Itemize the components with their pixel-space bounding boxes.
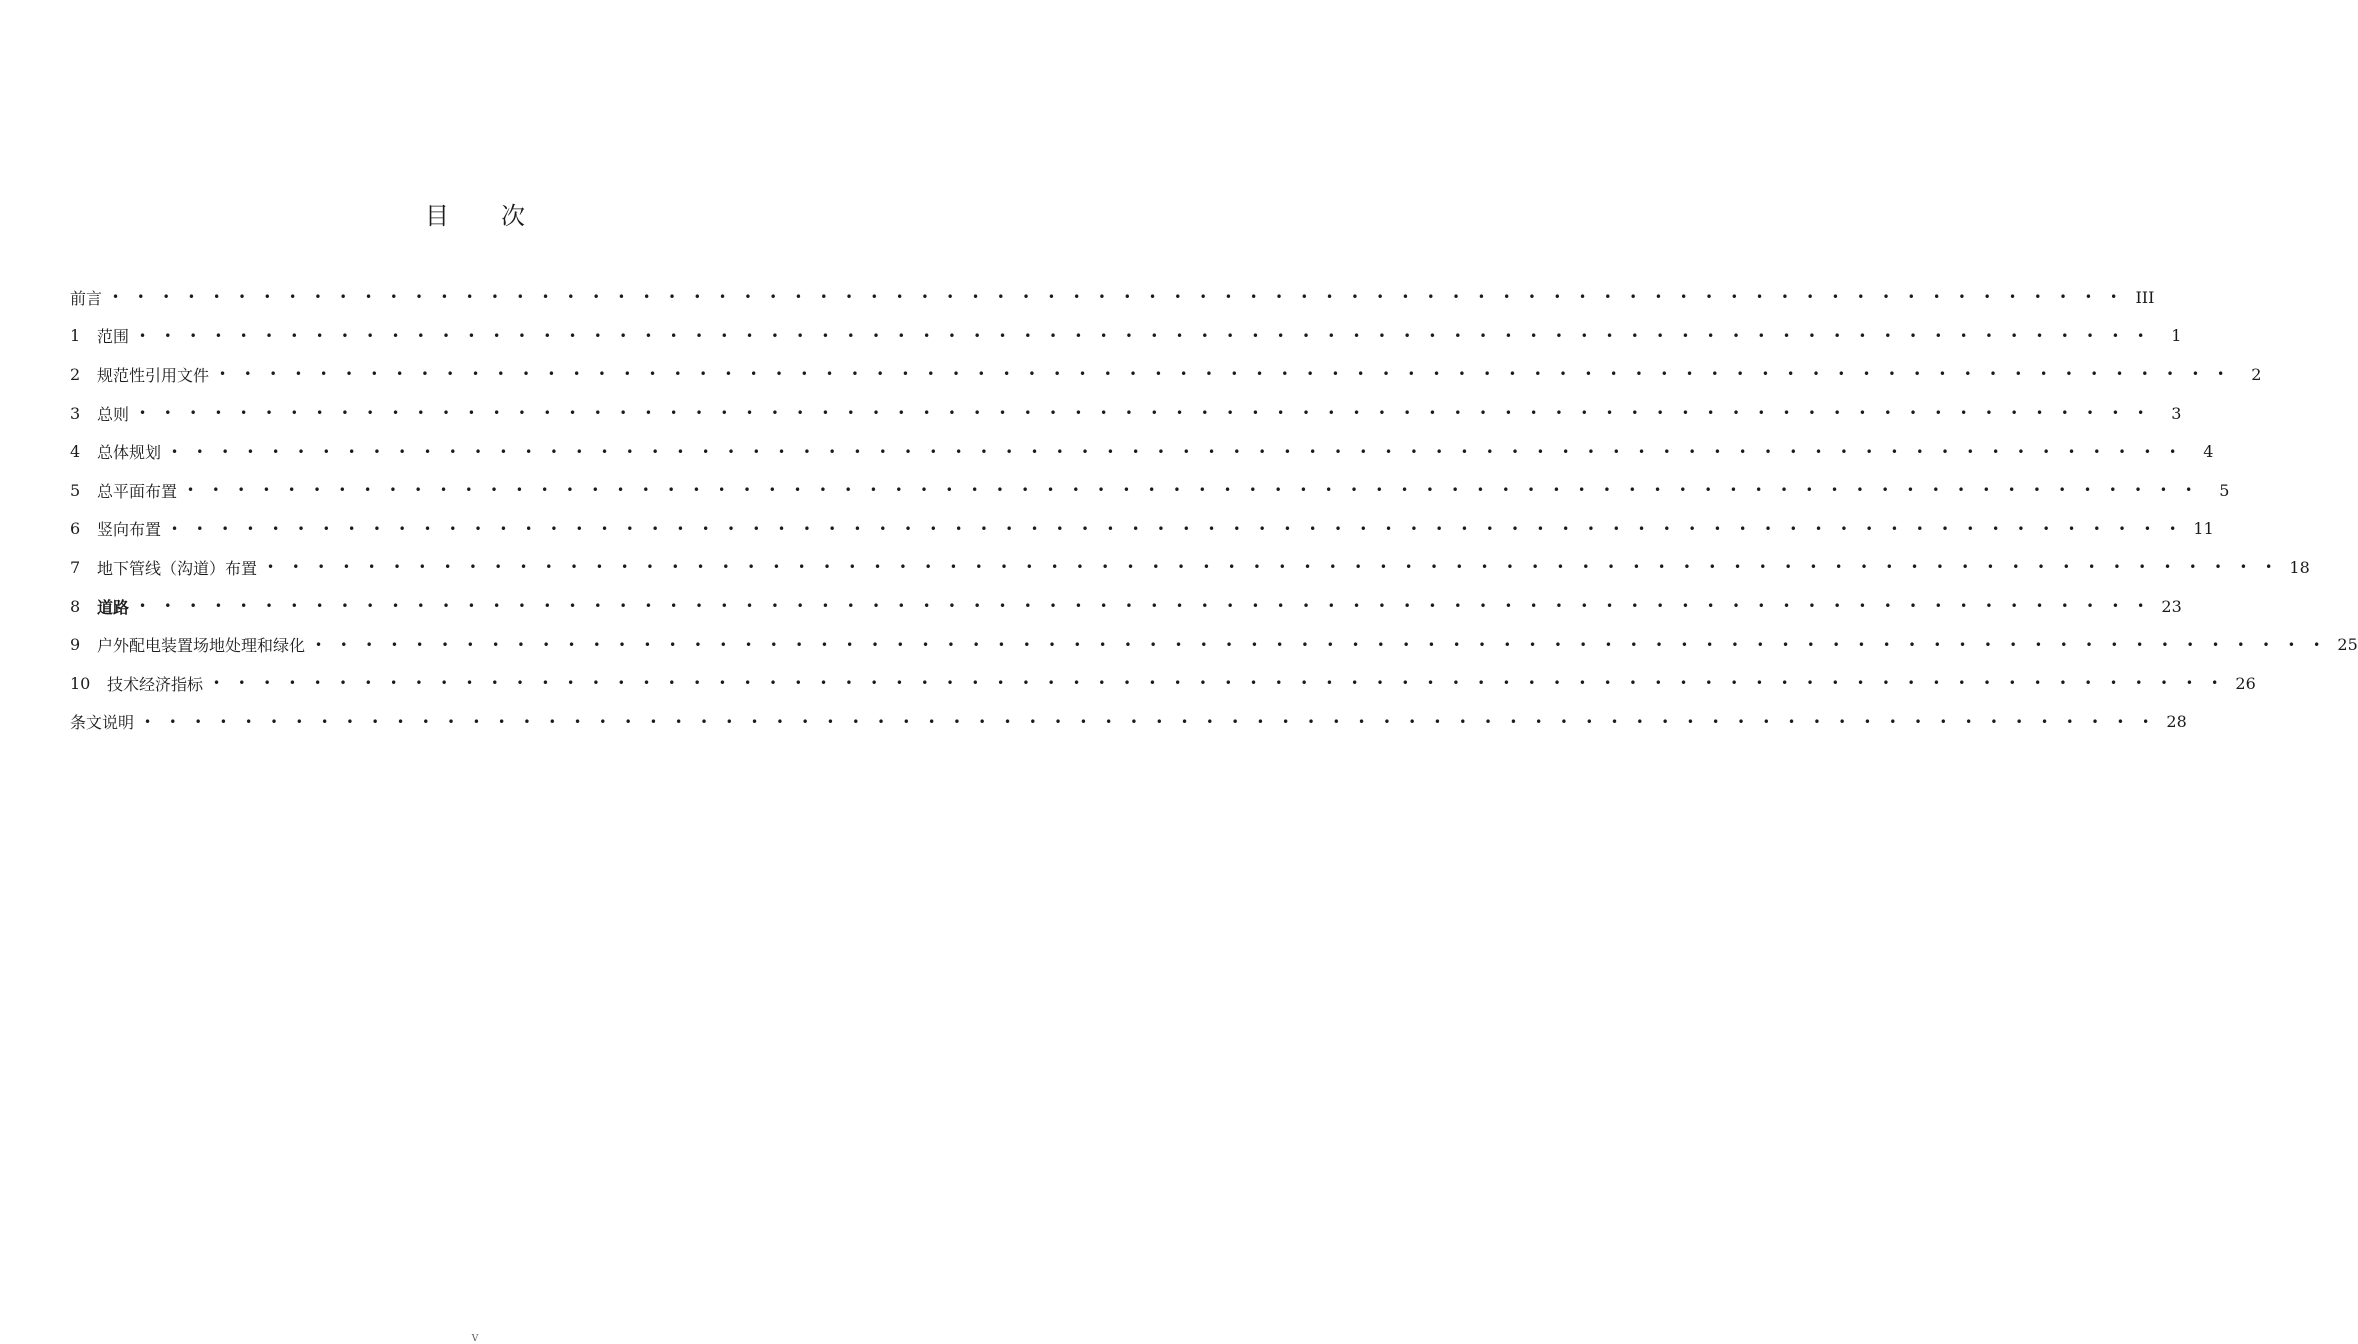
- toc-entry[interactable]: [70, 664, 2256, 703]
- toc-entry-page: 5: [2219, 480, 2230, 500]
- toc-entry-page: 1: [2171, 326, 2182, 346]
- toc-entry[interactable]: [70, 355, 2262, 394]
- toc-entry-page: 26: [2235, 673, 2256, 693]
- toc-entry-page: 2: [2251, 364, 2262, 384]
- table-of-contents: [70, 278, 2358, 741]
- toc-entry-number: 1: [70, 326, 81, 346]
- toc-entry-label: 规范性引用文件: [97, 365, 210, 385]
- page-number-footer: V: [471, 1334, 479, 1344]
- toc-entry[interactable]: [70, 625, 2358, 664]
- toc-title: [0, 196, 950, 231]
- toc-entry[interactable]: [70, 703, 2187, 742]
- toc-dot-leader: • • • • • • • • • • • • • • • • • • • • • • • • • • • • • • • • • • • • • • • • • • • • • • • • • • • • • • • • • • • • • • • • • • • • • • • • • • • • • • • •: [139, 599, 2152, 614]
- toc-entry[interactable]: [70, 394, 2182, 433]
- toc-entry[interactable]: [70, 510, 2214, 549]
- toc-entry[interactable]: [70, 432, 2214, 471]
- toc-entry-number: 8: [70, 596, 81, 616]
- toc-dot-leader: • • • • • • • • • • • • • • • • • • • • • • • • • • • • • • • • • • • • • • • • • • • • • • • • • • • • • • • • • • • • • • • • • • • • • • • • • • • • • • • •: [171, 444, 2184, 459]
- toc-entry-page: 3: [2171, 403, 2182, 423]
- toc-entry[interactable]: [70, 587, 2182, 626]
- toc-entry-label: 户外配电装置场地处理和绿化: [97, 636, 306, 656]
- toc-entry-number: 10: [70, 673, 91, 693]
- toc-entry-label: 技术经济指标: [107, 674, 204, 694]
- toc-entry-number: 6: [70, 519, 81, 539]
- toc-entry-label: 总则: [97, 404, 130, 424]
- toc-entry-label: 竖向布置: [97, 520, 162, 540]
- toc-dot-leader: • • • • • • • • • • • • • • • • • • • • • • • • • • • • • • • • • • • • • • • • • • • • • • • • • • • • • • • • • • • • • • • • • • • • • • • • • • • • • • • •: [267, 560, 2280, 575]
- toc-dot-leader: • • • • • • • • • • • • • • • • • • • • • • • • • • • • • • • • • • • • • • • • • • • • • • • • • • • • • • • • • • • • • • • • • • • • • • • • • • • • • • • •: [187, 483, 2200, 498]
- toc-entry-label: 总体规划: [97, 443, 162, 463]
- toc-dot-leader: • • • • • • • • • • • • • • • • • • • • • • • • • • • • • • • • • • • • • • • • • • • • • • • • • • • • • • • • • • • • • • • • • • • • • • • • • • • • • • • •: [171, 521, 2184, 536]
- toc-entry-page: 4: [2203, 442, 2214, 462]
- toc-entry-page: 25: [2337, 635, 2358, 655]
- toc-entry[interactable]: [70, 317, 2182, 356]
- toc-entry-number: 9: [70, 635, 81, 655]
- toc-dot-leader: • • • • • • • • • • • • • • • • • • • • • • • • • • • • • • • • • • • • • • • • • • • • • • • • • • • • • • • • • • • • • • • • • • • • • • • • • • • • • • • •: [139, 406, 2152, 421]
- toc-entry-label: 道路: [97, 597, 130, 617]
- toc-title-char-2: 次: [501, 202, 525, 230]
- toc-entry-label: 条文说明: [70, 713, 135, 733]
- toc-entry-page: 23: [2161, 596, 2182, 616]
- toc-entry-page: 11: [2193, 519, 2214, 539]
- toc-entry-page: 18: [2289, 557, 2310, 577]
- toc-title-char-1: 目: [425, 202, 449, 230]
- toc-entry[interactable]: [70, 548, 2310, 587]
- toc-entry-label: 前言: [70, 288, 103, 308]
- toc-entry[interactable]: [70, 471, 2230, 510]
- toc-entry-number: 4: [70, 442, 81, 462]
- toc-dot-leader: • • • • • • • • • • • • • • • • • • • • • • • • • • • • • • • • • • • • • • • • • • • • • • • • • • • • • • • • • • • • • • • • • • • • • • • • • • • • • • • •: [219, 367, 2232, 382]
- toc-dot-leader: • • • • • • • • • • • • • • • • • • • • • • • • • • • • • • • • • • • • • • • • • • • • • • • • • • • • • • • • • • • • • • • • • • • • • • • • • • • • • • • •: [139, 328, 2152, 343]
- toc-entry-number: 3: [70, 403, 81, 423]
- toc-entry-number: 7: [70, 557, 81, 577]
- toc-entry-page: III: [2135, 287, 2155, 307]
- toc-dot-leader: • • • • • • • • • • • • • • • • • • • • • • • • • • • • • • • • • • • • • • • • • • • • • • • • • • • • • • • • • • • • • • • • • • • • • • • • • • • • • • • •: [315, 637, 2328, 652]
- toc-entry[interactable]: [70, 278, 2155, 317]
- toc-dot-leader: • • • • • • • • • • • • • • • • • • • • • • • • • • • • • • • • • • • • • • • • • • • • • • • • • • • • • • • • • • • • • • • • • • • • • • • • • • • • • • • •: [112, 290, 2125, 305]
- toc-dot-leader: • • • • • • • • • • • • • • • • • • • • • • • • • • • • • • • • • • • • • • • • • • • • • • • • • • • • • • • • • • • • • • • • • • • • • • • • • • • • • • • •: [144, 714, 2157, 729]
- toc-dot-leader: • • • • • • • • • • • • • • • • • • • • • • • • • • • • • • • • • • • • • • • • • • • • • • • • • • • • • • • • • • • • • • • • • • • • • • • • • • • • • • • •: [213, 676, 2226, 691]
- toc-entry-label: 范围: [97, 327, 130, 347]
- toc-entry-label: 地下管线（沟道）布置: [97, 558, 258, 578]
- toc-entry-label: 总平面布置: [97, 481, 178, 501]
- toc-entry-number: 5: [70, 480, 81, 500]
- toc-entry-page: 28: [2166, 712, 2187, 732]
- toc-entry-number: 2: [70, 364, 81, 384]
